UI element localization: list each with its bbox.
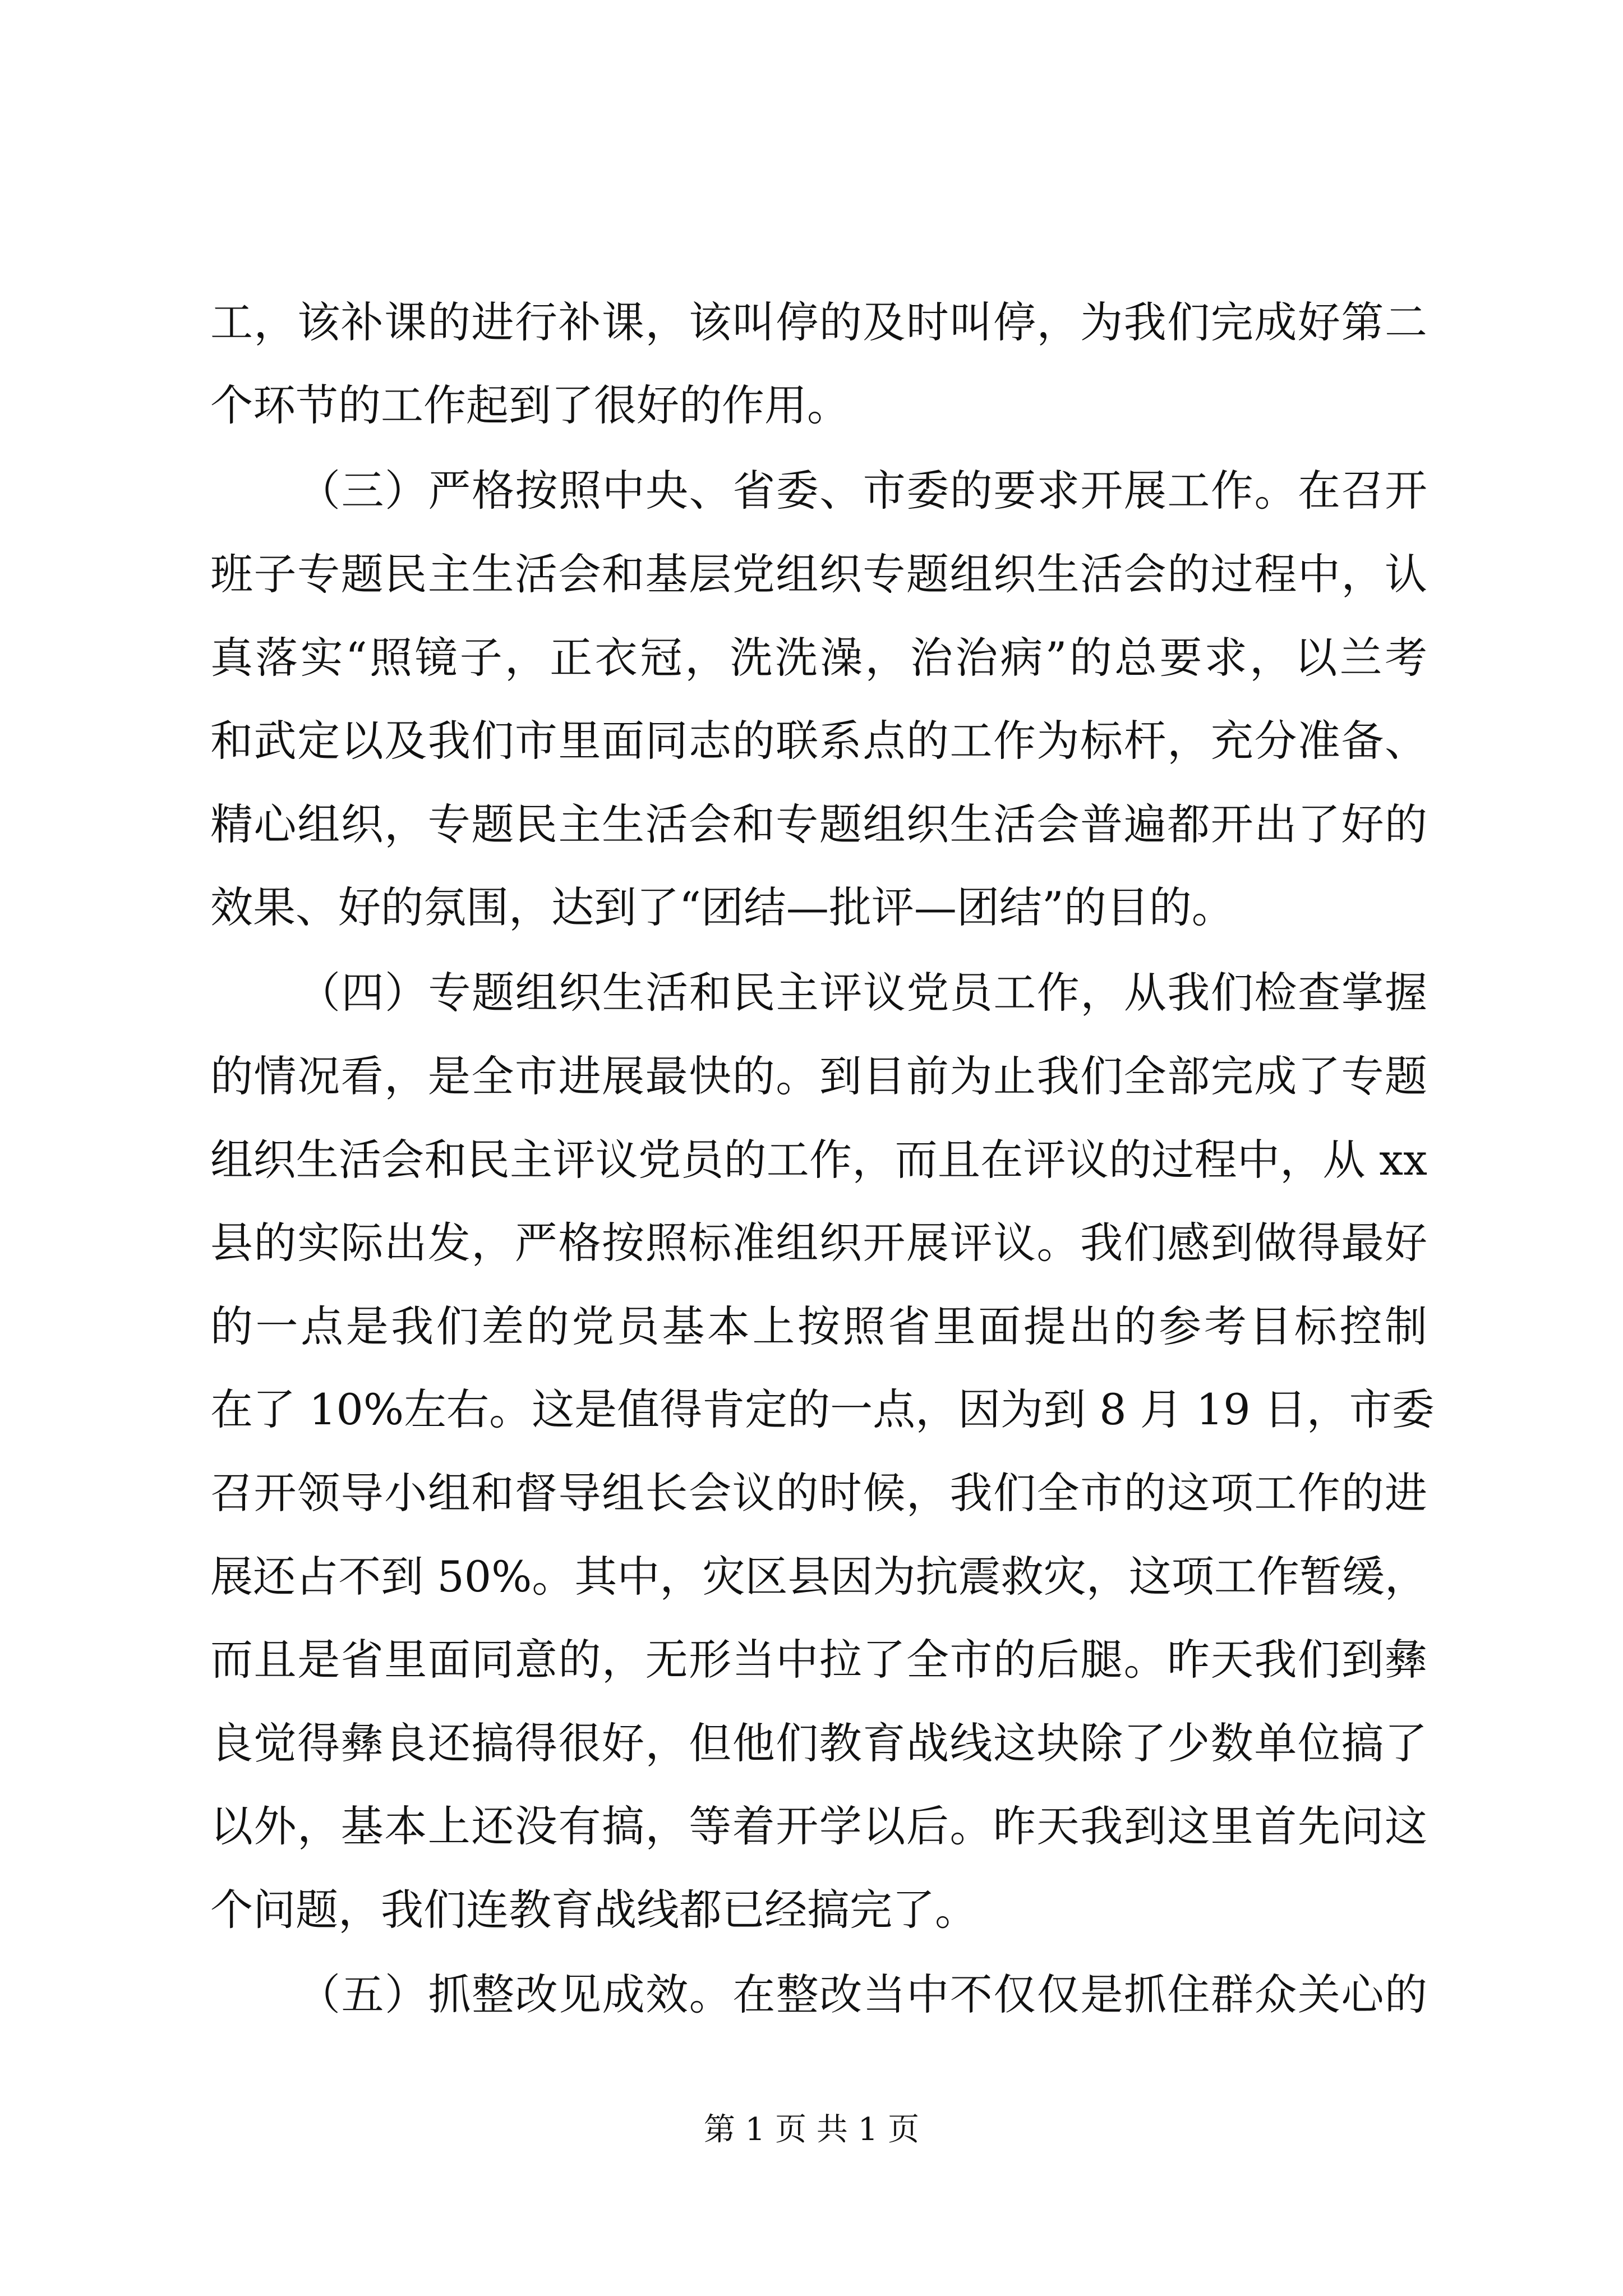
text-line: 和武定以及我们市里面同志的联系点的工作为标杆，充分准备、 — [210, 716, 1427, 766]
text-line: 的一点是我们差的党员基本上按照省里面提出的参考目标控制 — [210, 1301, 1427, 1351]
text-line: 效果、好的氛围，达到了“团结—批评—团结”的目的。 — [210, 882, 1234, 932]
text-line: 真落实“照镜子，正衣冠，洗洗澡，治治病”的总要求，以兰考 — [210, 633, 1427, 683]
text-line: 良觉得彝良还搞得很好，但他们教育战线这块除了少数单位搞了 — [210, 1718, 1427, 1768]
text-line: 个环节的工作起到了很好的作用。 — [210, 380, 850, 430]
text-line: 县的实际出发，严格按照标准组织开展评议。我们感到做得最好 — [210, 1218, 1427, 1268]
page-footer: 第 1 页 共 1 页 — [703, 2111, 920, 2148]
paragraph-start-line: （四）专题组织生活和民主评议党员工作，从我们检查掌握 — [298, 968, 1427, 1018]
text-line: 工，该补课的进行补课，该叫停的及时叫停，为我们完成好第二 — [210, 297, 1427, 347]
text-line: 在了 10%左右。这是值得肯定的一点，因为到 8 月 19 日，市委 — [210, 1384, 1435, 1434]
text-line: 个问题，我们连教育战线都已经搞完了。 — [210, 1885, 978, 1935]
text-line: 的情况看，是全市进展最快的。到目前为止我们全部完成了专题 — [210, 1051, 1427, 1101]
text-line: 召开领导小组和督导组长会议的时候，我们全市的这项工作的进 — [210, 1468, 1427, 1518]
text-line: 以外，基本上还没有搞，等着开学以后。昨天我到这里首先问这 — [210, 1801, 1427, 1851]
text-line: 组织生活会和民主评议党员的工作，而且在评议的过程中，从 xx — [210, 1135, 1427, 1185]
text-line: 展还占不到 50%。其中，灾区县因为抗震救灾，这项工作暂缓， — [210, 1552, 1427, 1602]
text-line: 而且是省里面同意的，无形当中拉了全市的后腿。昨天我们到彝 — [210, 1635, 1427, 1685]
paragraph-start-line: （三）严格按照中央、省委、市委的要求开展工作。在召开 — [298, 466, 1427, 516]
text-line: 精心组织，专题民主生活会和专题组织生活会普遍都开出了好的 — [210, 799, 1427, 849]
paragraph-start-line: （五）抓整改见成效。在整改当中不仅仅是抓住群众关心的 — [298, 1970, 1427, 2019]
text-line: 班子专题民主生活会和基层党组织专题组织生活会的过程中，认 — [210, 549, 1427, 599]
